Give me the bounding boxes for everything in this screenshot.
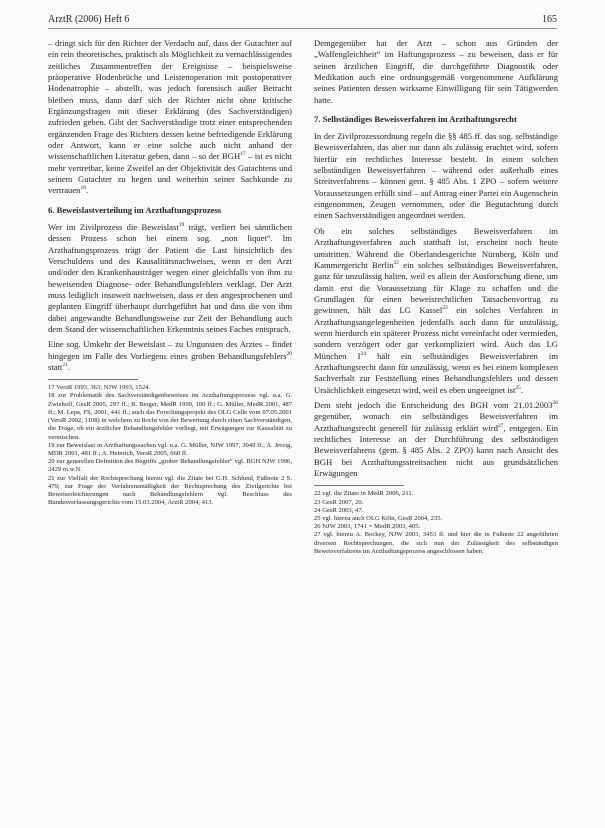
running-header (48, 14, 557, 29)
paragraph: In der Zivilprozessordnung regeln die §§ 485 ff. das sog. selbständige Beweisverfahren, das aber nur dann als zulässig erachtet wird, sofern hierfür ein rechtliches Interesse besteht. In einem solchen selbständigen Beweisverfahren – während oder außerhalb eines Streitverfahrens – können gem. § 485 Abs. 1 ZPO – sofern weitere Voraussetzungen erfüllt sind – auf Antrag einer Partei ein Augenschein eingenommen, Zeugen vernommen, oder die Begutachtung durch einen Sachverständigen angeordnet werden. (314, 131, 558, 221)
paragraph (314, 400, 558, 479)
journal-citation: ArztR (2006) Heft 6 (48, 14, 130, 25)
paragraph (48, 222, 292, 335)
paragraph-text: , entgegen. Ein rechtliches Interesse an der Durchführung des selbständigen Beweisverfahrens (gem. § 485 Abs. 2 ZPO) kann nach Ansicht des BGH bei Arzthaftungsstreitsachen nicht aus grundsätzlichen Erwägungen (314, 422, 558, 479)
footnote: 22 vgl. die Zitate in MedR 2006, 211. (314, 490, 414, 498)
footnote: 21 zur Vielfalt der Rechtsprechung hierzu vgl. die Zitate bei G.H. Schlund, Fußnote 2 S. 479; zur Frage der Verfahrensmäßigkeit der Rechtsprechung des Zivilgerichts bei Beweiserleichterungen nach Behandlungsfehlern vgl. Beschluss des Bundesverfassungsgerichts vom 15.03.2004, ArztR 2004, 413. (48, 474, 292, 507)
footnote-ref: 21 (62, 362, 68, 369)
footnote: 27 vgl. hierzu A. Bockey, NJW 2003, 3453 ff. und hier die in Fußnote 22 angeführten diversen Rechtsprechungen, die sich nun der Zulässigkeit des selbständigen Beweisverfahrens im Arzthaftungsprozess angeschlossen haben. (314, 531, 558, 555)
paragraph-text: ein solches selbständiges Beweisverfahren, ganz für unzulässig halten, weil es allein der Ausforschung diene, um damit erst die Voraussetzung für Klage zu schaffen und die Grundlagen für einen beweisrechtlichen Tatsachenvortrag zu gewinnen, hält das LG Kassel (314, 259, 558, 316)
paragraph-text: . (520, 384, 524, 395)
footnote-ref: 24 (360, 350, 366, 357)
section-heading: 7. Selbständiges Beweisverfahren im Arzthaftungsrecht (314, 114, 517, 125)
paragraph (314, 226, 558, 396)
footnote-ref: 17 (240, 151, 246, 158)
footnote: 24 GesR 2003, 47. (314, 506, 364, 514)
footnote-ref: 20 (286, 350, 292, 357)
footnote-divider (48, 379, 138, 380)
paragraph-text: ein solches Verfahren in Arzthaftungsangelegenheiten jedenfalls auch dann für unzulässig, wenn hierdurch ein späterer Prozess nicht vereinfacht oder vermieden, sondern verzögert oder gar verkompliziert wird. Auch das LG München I (314, 305, 558, 361)
footnote: 26 NJW 2003, 1741 = MedR 2003, 405. (314, 523, 421, 531)
paragraph-text: Dem steht jedoch die Entscheidung des BGH vom 21.01.2003 (314, 399, 553, 410)
footnote: 25 vgl. hierzu auch OLG Köln, GesR 2004, 235. (314, 514, 443, 522)
paragraph-text: Eine sog. Umkehr der Beweislast – zu Ungunsten des Arztes – findet hingegen im Falle des Vorliegens eines groben Behandlungsfehlers (48, 339, 292, 361)
right-column (314, 38, 558, 556)
left-column (48, 38, 292, 507)
page-number: 165 (542, 14, 557, 25)
footnote-divider (314, 485, 404, 486)
footnote-ref: 23 (442, 305, 448, 312)
paragraph (48, 339, 292, 373)
paragraph-text: – dringt sich für den Richter der Verdacht auf, dass der Gutachter auf ein rein theoretisches, praktisch als Möglichkeit zu vernachlässigendes zeitliches Zusammentreffen der Ereignisse – beispielsweise präoperative Hodenbrüche und Leistenoperation mit postoperativer Hodenatrophie – abstellt, was jedoch forensisch außer Betracht bleiben muss, dann darf sich der Richter nicht ohne kritische Ergänzungsfragen mit dieser Erklärung (des Sachverständigen) zufrieden geben. Gibt der Sachverständige trotz einer entsprechenden ergänzenden Frage des Richters dessen keine befriedigende Erklärung oder Antwort, kann er eine solche auch nicht anhand der wissenschaftlichen Literatur geben, dann – so der BGH (48, 38, 292, 162)
paragraph-text: . (67, 361, 70, 372)
footnote-ref: 18 (80, 185, 86, 192)
footnote-ref: 25 (515, 384, 521, 391)
footnote: 20 zur generellen Definition des Begriffs „grober Behandlungsfehler“ vgl. BGH NJW 1996, 2429 m.w.N. (48, 458, 292, 474)
paragraph-text: statt (48, 361, 63, 372)
paragraph-text: . (85, 185, 89, 196)
footnote-ref: 26 (552, 400, 558, 407)
paragraph (48, 38, 292, 197)
paragraph-text: hält ein selbständiges Beweisverfahren im Arzthaftungsrecht dann für unzulässig, wenn es bei einem komplexen Sachverhalt zur Feststellung eines Behandlungsfehlers und dessen Ursächlichkeit eingesetzt wird, weil es eben ungeeignet ist (314, 350, 558, 395)
footnote: 18 zur Problematik des Sachverständigenbeweises im Arzthaftungsprozess vgl. u.a. G. Zwiehoff, GesR 2005, 297 ff.; B. Berger, MedR 1999, 100 ff.; G. Müller, MedR 2001, 487 ff.; M. Lepa, FS, 2001, 441 ff.; auch das Forschungsprojekt des OLG Celle vom 07.05.2001 (VersR 2002, 1108) in welchem zu Recht von der Bewertung durch einen Sachverständigen, die Frage, ob ein ärztlicher Behandlungsfehler vorliegt, mit Erwägungen zur Kausalität zu vermischen. (48, 392, 292, 441)
section-heading: 6. Beweislastverteilung im Arzthaftungsprozess (48, 204, 222, 215)
paragraph: Demgegenüber hat der Arzt – schon aus Gründen der „Waffengleichheit“ im Haftungsprozess – zu beweisen, dass er für seinen ärztlichen Eingriff, die durchgeführte Diagnostik oder Medikation auch eine ordnungsgemäß vorgenommene Aufklärung seines Patienten dessen wirksame Einwilligung für sein Tätigwerden hatte. (314, 38, 558, 105)
paragraph-text: gegenüber, wonach ein selbständiges Beweisverfahren im Arzthaftungsrecht generell für zulässig erklärt wird (314, 411, 558, 433)
paragraph-text: Wer im Zivilprozess die Beweislast (48, 221, 179, 232)
paragraph-text: trägt, verliert bei sämtlichen dessen Prozess schon bei einem sog. „non liquet“. Im Arzthaftungsprozess trägt der Patient die Last hinsichtlich des Verschuldens und des Kausalitätsnachweises, wenn er den Arzt und/oder den Krankenhausträger wegen einer gleichfalls von ihm zu beweisenden Diagnose- oder Behandlungsfehlers verklagt. Der Arzt muss lediglich insoweit nachweisen, dass er den angesprochenen und geplanten Eingriff überhaupt durchgeführt hat und dass die von ihm dabei angewandte Behandlungsweise zur Zeit der Behandlung auch dem Stand der wissenschaftlichen Erkenntnis seines Faches entsprach. (48, 221, 293, 334)
footnote-ref: 19 (178, 221, 185, 228)
footnote: 23 GesR 2007, 20. (314, 498, 364, 506)
footnote: 19 zur Beweislast in Arzthaftungssachen vgl. u.a. G. Müller, NJW 1997, 3049 ff.; A. Jerzig, MDR 2001, 481 ff.; A. Heinrich, VersR 2005, 660 ff. (48, 441, 292, 457)
footnote: 17 VersR 1993, 363; NJW 1993, 1524. (48, 384, 151, 392)
paragraph-text: Ob ein solches selbständiges Beweisverfahren im Arzthaftungsverfahren auch statthaft ist, erscheint noch heute umstritten. Während die Oberlandesgerichte Nürnberg, Köln und Kammergericht Berlin (314, 225, 558, 270)
paragraph-text: – ist es nicht mehr vertretbar, keine Zweifel an der Objektivität des Gutachtens und seinem Gutachter zu hegen und weiterhin seiner Sachkunde zu vertrauen (48, 151, 292, 196)
footnote-ref: 22 (393, 259, 399, 266)
footnote-ref: 27 (497, 422, 504, 429)
